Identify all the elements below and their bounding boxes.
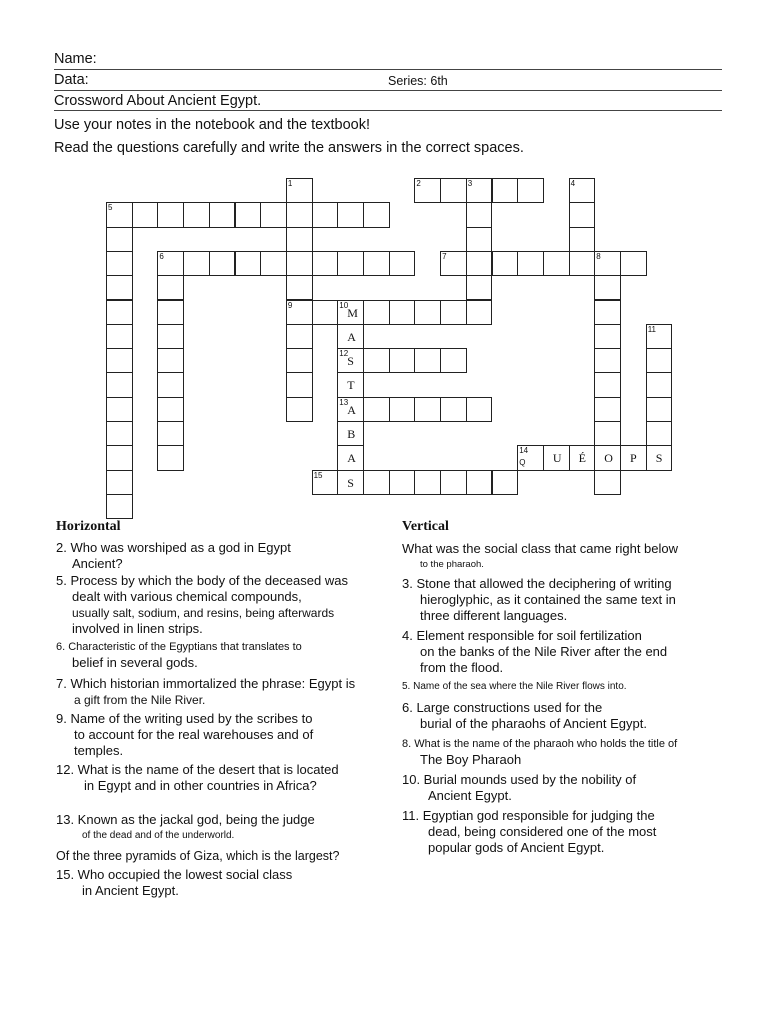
clue-number: 8 [596,251,601,261]
clue-number: 6 [159,251,164,261]
crossword-cell[interactable] [517,251,544,276]
crossword-cell[interactable] [440,300,467,325]
crossword-cell[interactable] [157,397,184,422]
clue-line: The Boy Pharaoh [420,752,522,767]
crossword-cell[interactable] [466,275,493,300]
crossword-cell[interactable] [389,300,416,325]
clue-item [402,700,647,732]
crossword-cell[interactable] [363,397,390,422]
crossword-cell[interactable] [312,251,339,276]
crossword-cell[interactable] [106,300,133,325]
crossword-cell[interactable] [389,251,416,276]
crossword-cell[interactable] [646,372,673,397]
crossword-cell[interactable] [157,445,184,470]
clue-line: in Egypt and in other countries in Africa? [84,778,317,793]
crossword-cell[interactable] [466,251,493,276]
crossword-cell[interactable] [594,397,621,422]
prefilled-letter: T [347,378,355,393]
crossword-cell[interactable] [106,324,133,349]
crossword-cell[interactable] [466,300,493,325]
date-label: Data: [54,72,89,88]
crossword-cell[interactable] [183,202,210,227]
crossword-cell[interactable] [543,251,570,276]
crossword-cell[interactable] [594,470,621,495]
clue-number: 5 [108,203,113,213]
crossword-cell[interactable] [106,275,133,300]
clue-line: 7. Which historian immortalized the phrase: Egypt is [56,676,356,691]
name-label: Name: [54,51,97,67]
clue-item [56,540,291,572]
crossword-cell[interactable] [286,397,313,422]
clue-line: Ancient? [72,556,123,571]
crossword-cell[interactable] [389,348,416,373]
crossword-cell[interactable] [286,251,313,276]
crossword-cell[interactable] [106,397,133,422]
crossword-cell[interactable] [106,494,133,519]
clue-number: 7 [442,251,447,261]
crossword-cell[interactable] [235,251,262,276]
crossword-cell[interactable] [286,372,313,397]
crossword-cell[interactable] [440,348,467,373]
crossword-cell[interactable] [286,348,313,373]
clue-item [56,676,355,708]
clue-line: from the flood. [420,660,504,675]
clue-line: 4. Element responsible for soil fertilization [402,628,642,643]
clue-line: of the dead and of the underworld. [82,830,235,841]
crossword-cell[interactable] [620,251,647,276]
crossword-cell[interactable] [106,227,133,252]
crossword-cell[interactable] [569,202,596,227]
prefilled-letter: U [552,451,562,466]
name-line[interactable] [54,51,722,70]
clue-line: involved in linen strips. [72,621,203,636]
crossword-cell[interactable] [414,348,441,373]
crossword-cell[interactable] [260,202,287,227]
prefilled-letter: M [347,305,358,320]
crossword-cell[interactable] [440,397,467,422]
clue-line: dealt with various chemical compounds, [72,589,302,604]
clue-line: 5. Process by which the body of the deceased was [56,573,348,588]
crossword-cell[interactable] [363,348,390,373]
clue-item [56,573,348,637]
crossword-cell[interactable] [492,470,519,495]
crossword-cell[interactable] [363,470,390,495]
prefilled-letter: P [630,451,637,466]
prefilled-letter: A [347,329,356,344]
crossword-cell[interactable] [466,227,493,252]
clue-line: Ancient Egypt. [428,788,512,803]
prefilled-letter: B [347,427,356,441]
crossword-cell[interactable] [466,470,493,495]
crossword-cell[interactable] [363,202,390,227]
crossword-cell[interactable] [157,348,184,373]
crossword-cell[interactable] [286,324,313,349]
clue-item [402,541,678,573]
crossword-cell[interactable] [569,227,596,252]
prefilled-letter: S [655,451,663,466]
clue-item [402,679,627,695]
crossword-cell[interactable] [517,178,544,203]
crossword-cell[interactable] [106,348,133,373]
prefilled-letter: É [578,451,586,466]
clue-item [56,639,302,671]
clue-number: 14 [519,446,529,456]
clue-line: 5. Name of the sea where the Nile River flows into. [402,681,627,692]
clue-line: 11. Egyptian god responsible for judging the [402,808,655,823]
prefilled-letter: S [347,354,354,369]
crossword-cell[interactable] [363,300,390,325]
clue-line: temples. [74,743,124,758]
clue-line: 13. Known as the jackal god, being the judge [56,812,315,827]
clue-line: 12. What is the name of the desert that is located [56,762,339,777]
clue-line: 3. Stone that allowed the deciphering of writing [402,576,672,591]
clue-item [402,736,677,768]
clue-line: 6. Large constructions used for the [402,700,603,715]
clue-item [56,867,292,899]
prefilled-letter: O [604,451,613,466]
crossword-cell[interactable] [414,300,441,325]
clue-number: 9 [287,300,293,310]
crossword-cell[interactable] [312,202,339,227]
crossword-cell[interactable] [286,275,313,300]
crossword-cell[interactable] [183,251,210,276]
clue-number: 10 [339,300,349,310]
clue-item [56,848,339,864]
crossword-cell[interactable] [646,348,673,373]
instruction-1: Use your notes in the notebook and the textbook! [54,117,370,133]
clue-item [56,711,313,759]
crossword-cell[interactable] [235,202,262,227]
crossword-cell[interactable] [389,470,416,495]
crossword-cell[interactable] [594,324,621,349]
clue-line: to account for the real warehouses and of [74,727,314,742]
crossword-cell[interactable] [492,251,519,276]
clue-line: 6. Characteristic of the Egyptians that translates to [56,641,302,653]
clue-number: 4 [570,179,576,188]
crossword-cell[interactable] [414,397,441,422]
crossword-cell[interactable] [594,275,621,300]
clue-number: 13 [339,397,349,407]
clue-line: 2. Who was worshiped as a god in Egypt [56,540,291,555]
crossword-cell[interactable] [286,227,313,252]
crossword-cell[interactable] [106,445,133,470]
crossword-cell[interactable] [440,470,467,495]
crossword-cell[interactable] [312,300,339,325]
crossword-cell[interactable] [414,470,441,495]
crossword-cell[interactable] [466,202,493,227]
clue-line: in Ancient Egypt. [82,883,179,898]
crossword-cell[interactable] [106,470,133,495]
clue-line: on the banks of the Nile River after the end [420,644,668,659]
crossword-cell[interactable] [594,421,621,446]
crossword-cell[interactable] [260,251,287,276]
title-line [54,93,722,111]
clue-line: hieroglyphic, as it contained the same text in [420,592,676,607]
clue-line: belief in several gods. [72,655,198,670]
prefilled-letter: S [347,475,354,490]
clue-line: to the pharaoh. [420,559,484,570]
clue-line: three different languages. [420,608,568,623]
prefilled-letter: Q [519,458,526,468]
horizontal-heading: Horizontal [56,519,121,534]
clue-number: 2 [416,179,421,188]
crossword-cell[interactable] [389,397,416,422]
vertical-heading: Vertical [402,519,449,534]
instruction-2: Read the questions carefully and write the answers in the correct spaces. [54,140,524,156]
crossword-cell[interactable] [209,202,236,227]
worksheet-title: Crossword About Ancient Egypt. [54,93,262,109]
clue-line: popular gods of Ancient Egypt. [428,840,605,855]
crossword-cell[interactable] [569,251,596,276]
clue-line: a gift from the Nile River. [74,693,206,707]
clue-item [56,812,315,844]
crossword-cell[interactable] [646,421,673,446]
crossword-cell[interactable] [594,372,621,397]
clue-line: 15. Who occupied the lowest social class [56,867,293,882]
crossword-cell[interactable] [157,275,184,300]
crossword-cell[interactable] [106,251,133,276]
clue-number: 11 [647,324,656,334]
clue-line: 10. Burial mounds used by the nobility of [402,772,637,787]
crossword-cell[interactable] [363,251,390,276]
series-label: Series: 6th [388,74,448,88]
clue-number: 12 [339,349,349,359]
crossword-cell[interactable] [157,421,184,446]
crossword-cell[interactable] [209,251,236,276]
clue-line: 8. What is the name of the pharaoh who holds the title of [402,738,678,750]
crossword-cell[interactable] [106,372,133,397]
crossword-cell[interactable] [106,421,133,446]
clue-line: 9. Name of the writing used by the scribes to [56,711,313,726]
crossword-cell[interactable] [646,397,673,422]
clue-line: Of the three pyramids of Giza, which is the largest? [56,849,340,863]
clue-number: 3 [467,179,473,188]
clue-line: What was the social class that came right below [402,541,679,556]
crossword-cell[interactable] [157,300,184,325]
crossword-cell[interactable] [440,178,467,203]
crossword-cell[interactable] [157,372,184,397]
crossword-cell[interactable] [157,324,184,349]
crossword-cell[interactable] [337,202,364,227]
crossword-cell[interactable] [594,348,621,373]
crossword-cell[interactable] [594,300,621,325]
crossword-cell[interactable] [492,178,519,203]
clue-number: 1 [287,179,293,188]
clue-line: burial of the pharaohs of Ancient Egypt. [420,716,647,731]
prefilled-letter: A [347,402,356,417]
crossword-cell[interactable] [157,202,184,227]
prefilled-letter: A [347,451,356,466]
clue-item [402,808,656,856]
crossword-cell[interactable] [337,251,364,276]
clue-number: 15 [313,470,323,480]
clue-item [402,576,676,624]
clue-line: dead, being considered one of the most [428,824,657,839]
clue-line: usually salt, sodium, and resins, being afterwards [72,606,335,620]
crossword-cell[interactable] [132,202,159,227]
crossword-cell[interactable] [286,202,313,227]
clue-item [56,762,339,794]
crossword-cell[interactable] [466,397,493,422]
clue-item [402,772,636,804]
clue-item [402,628,667,676]
